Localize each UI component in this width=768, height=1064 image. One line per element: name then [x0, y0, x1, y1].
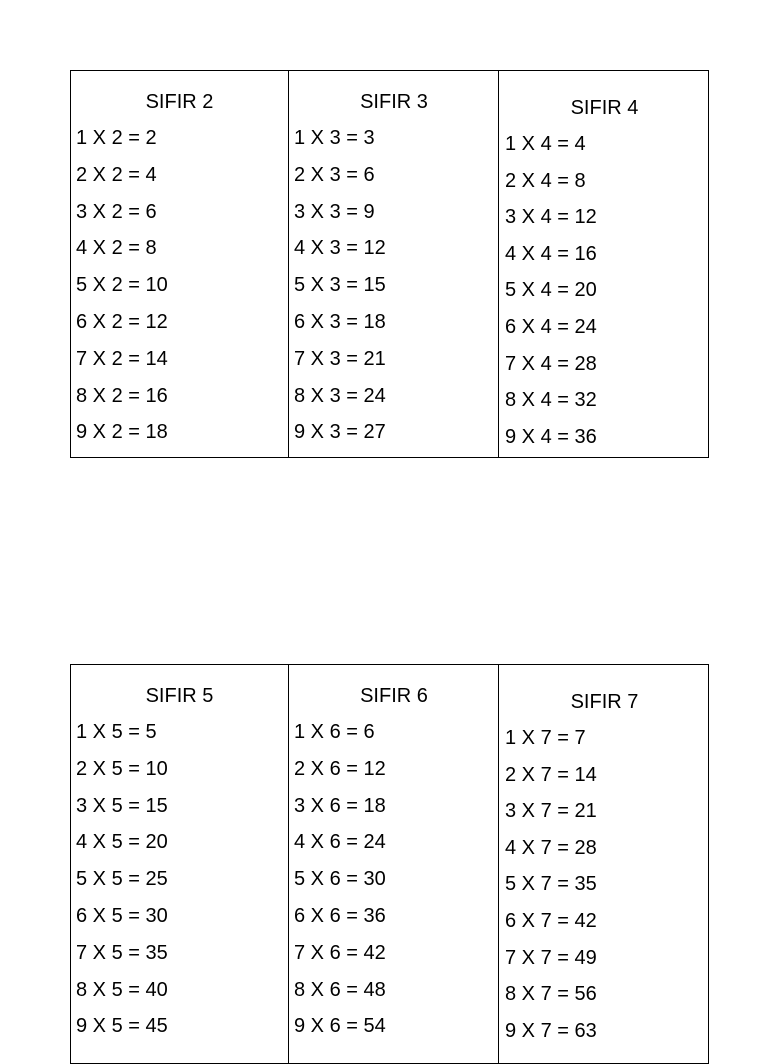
equation-row: 7 X 7 = 49 — [505, 946, 597, 969]
equation-row: 9 X 3 = 27 — [294, 421, 386, 444]
column-title: SIFIR 7 — [570, 691, 639, 713]
equation-row: 6 X 5 = 30 — [76, 904, 168, 927]
equation-row: 9 X 4 = 36 — [505, 425, 597, 448]
equation-row: 2 X 5 = 10 — [76, 757, 168, 780]
equation-row: 8 X 5 = 40 — [76, 978, 168, 1001]
equation-row: 1 X 5 = 5 — [76, 721, 157, 743]
equation-row: 8 X 2 = 16 — [76, 384, 168, 407]
equation-row: 3 X 4 = 12 — [505, 206, 597, 229]
equation-row: 3 X 6 = 18 — [294, 794, 386, 817]
equation-row: 2 X 3 = 6 — [294, 163, 375, 186]
equation-row: 8 X 7 = 56 — [505, 983, 597, 1006]
equation-row: 8 X 3 = 24 — [294, 384, 386, 407]
equation-row: 5 X 5 = 25 — [76, 868, 168, 891]
equation-list — [294, 127, 386, 458]
sifir-3-column — [288, 71, 499, 457]
column-title: SIFIR 2 — [145, 91, 214, 113]
equation-row: 1 X 4 = 4 — [505, 133, 586, 155]
equation-row: 3 X 5 = 15 — [76, 794, 168, 817]
equation-row: 9 X 5 = 45 — [76, 1015, 168, 1038]
equation-row: 8 X 4 = 32 — [505, 389, 597, 412]
equation-row: 6 X 4 = 24 — [505, 315, 597, 338]
multiplication-table-bottom — [70, 664, 709, 1064]
equation-row: 5 X 2 = 10 — [76, 274, 168, 297]
equation-row: 5 X 4 = 20 — [505, 279, 597, 302]
equation-row: 9 X 7 = 63 — [505, 1019, 597, 1042]
equation-row: 3 X 2 = 6 — [76, 200, 157, 223]
equation-list — [505, 133, 597, 462]
sifir-5-column — [71, 665, 288, 1063]
equation-row: 1 X 3 = 3 — [294, 127, 375, 149]
equation-row: 3 X 7 = 21 — [505, 800, 597, 823]
multiplication-table-top — [70, 70, 709, 458]
equation-row: 5 X 3 = 15 — [294, 274, 386, 297]
equation-row: 4 X 5 = 20 — [76, 831, 168, 854]
equation-list — [294, 721, 386, 1052]
equation-row: 1 X 7 = 7 — [505, 727, 586, 749]
sifir-7-column — [498, 665, 710, 1063]
equation-row: 2 X 4 = 8 — [505, 169, 586, 192]
equation-row: 4 X 3 = 12 — [294, 237, 386, 260]
equation-row: 2 X 7 = 14 — [505, 763, 597, 786]
equation-row: 7 X 6 = 42 — [294, 941, 386, 964]
equation-row: 4 X 7 = 28 — [505, 836, 597, 859]
equation-row: 7 X 2 = 14 — [76, 347, 168, 370]
equation-row: 9 X 6 = 54 — [294, 1015, 386, 1038]
column-title: SIFIR 5 — [145, 685, 214, 707]
equation-row: 3 X 3 = 9 — [294, 200, 375, 223]
column-title: SIFIR 4 — [570, 97, 639, 119]
equation-list — [76, 721, 168, 1052]
equation-row: 7 X 3 = 21 — [294, 347, 386, 370]
equation-row: 8 X 6 = 48 — [294, 978, 386, 1001]
equation-row: 1 X 6 = 6 — [294, 721, 375, 743]
sifir-2-column — [71, 71, 288, 457]
equation-row: 9 X 2 = 18 — [76, 421, 168, 444]
equation-row: 2 X 6 = 12 — [294, 757, 386, 780]
column-title: SIFIR 6 — [360, 685, 428, 707]
equation-row: 6 X 3 = 18 — [294, 310, 386, 333]
equation-row: 2 X 2 = 4 — [76, 163, 157, 186]
equation-row: 6 X 2 = 12 — [76, 310, 168, 333]
equation-row: 5 X 7 = 35 — [505, 873, 597, 896]
equation-row: 7 X 5 = 35 — [76, 941, 168, 964]
equation-row: 7 X 4 = 28 — [505, 352, 597, 375]
equation-list — [76, 127, 168, 458]
equation-row: 4 X 6 = 24 — [294, 831, 386, 854]
equation-row: 6 X 7 = 42 — [505, 909, 597, 932]
equation-row: 6 X 6 = 36 — [294, 904, 386, 927]
equation-row: 5 X 6 = 30 — [294, 868, 386, 891]
equation-row: 4 X 4 = 16 — [505, 242, 597, 265]
column-title: SIFIR 3 — [360, 91, 428, 113]
equation-row: 4 X 2 = 8 — [76, 237, 157, 260]
sifir-6-column — [288, 665, 499, 1063]
equation-row: 1 X 2 = 2 — [76, 127, 157, 149]
equation-list — [505, 727, 597, 1056]
sifir-4-column — [498, 71, 710, 457]
